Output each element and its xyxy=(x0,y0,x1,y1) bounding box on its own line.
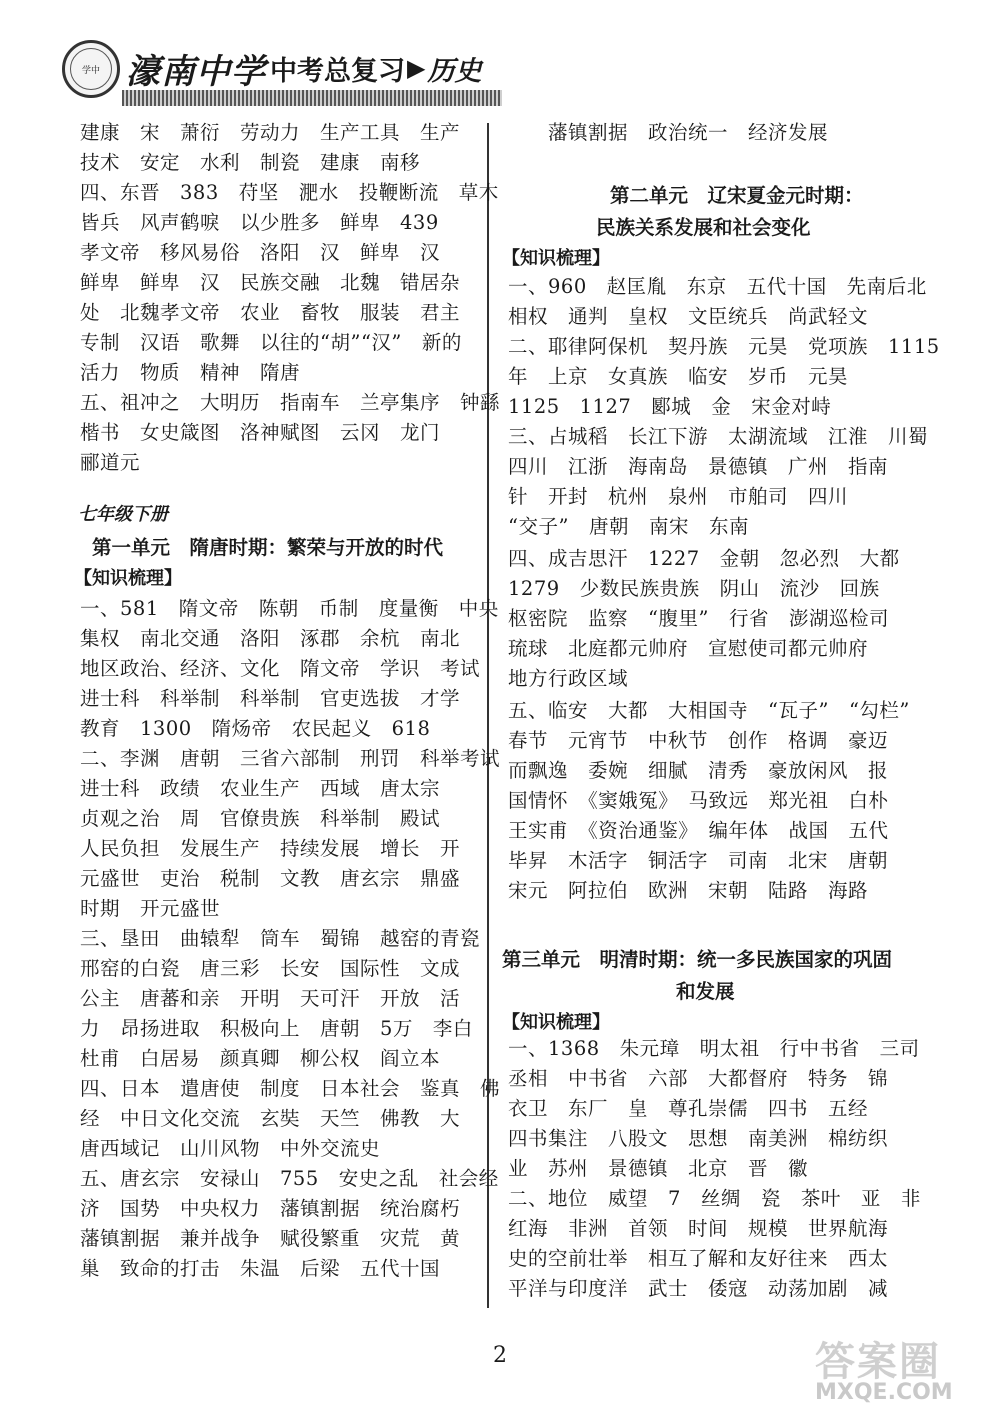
text-line: 二、李渊 唐朝 三省六部制 刑罚 科举考试 xyxy=(80,747,501,770)
text-line: 邢窑的白瓷 唐三彩 长安 国际性 文成 xyxy=(80,957,461,980)
arrow-icon: ▶ xyxy=(407,54,426,82)
text-line: 四书集注 八股文 思想 南美洲 棉纺织 xyxy=(508,1127,889,1150)
text-line: 教育 1300 隋炀帝 农民起义 618 xyxy=(80,717,431,740)
text-line: 平洋与印度洋 武士 倭寇 动荡加剧 减 xyxy=(508,1277,889,1300)
watermark xyxy=(815,1330,990,1410)
text-line: 三、占城稻 长江下游 太湖流域 江淮 川蜀 xyxy=(508,425,929,448)
unit-title-cont: 和发展 xyxy=(676,980,735,1003)
text-line: 丞相 中书省 六部 大都督府 特务 锦 xyxy=(508,1067,889,1090)
text-line: 时期 开元盛世 xyxy=(80,897,221,920)
text-line: 年 上京 女真族 临安 岁币 元昊 xyxy=(508,365,849,388)
text-line: 五、临安 大都 大相国寺 “瓦子” “勾栏” xyxy=(508,699,910,722)
subject-name: 历史 xyxy=(427,55,482,87)
text-line: 一、960 赵匡胤 东京 五代十国 先南后北 xyxy=(508,275,927,298)
text-line: 1125 1127 郾城 金 宋金对峙 xyxy=(508,395,832,418)
watermark-logo-text: 答案圈 xyxy=(815,1339,941,1385)
text-line: 地方行政区域 xyxy=(508,667,629,690)
text-line: 四川 江浙 海南岛 景德镇 广州 指南 xyxy=(508,455,889,478)
text-line: 处 北魏孝文帝 农业 畜牧 服装 君主 xyxy=(80,301,461,324)
text-line: “交子” 唐朝 南宋 东南 xyxy=(508,515,749,538)
page-header xyxy=(62,40,502,112)
text-line: 巢 致命的打击 朱温 后梁 五代十国 xyxy=(80,1257,441,1280)
text-line: 鲜卑 鲜卑 汉 民族交融 北魏 错居杂 xyxy=(80,271,461,294)
text-line: 二、地位 威望 7 丝绸 瓷 茶叶 亚 非 xyxy=(508,1187,921,1210)
text-line: 1279 少数民族贵族 阴山 流沙 回族 xyxy=(508,577,880,600)
text-line: 宋元 阿拉伯 欧洲 宋朝 陆路 海路 xyxy=(508,879,869,902)
unit-title: 第三单元 明清时期：统一多民族国家的巩固 xyxy=(502,948,893,971)
text-line: 一、1368 朱元璋 明太祖 行中书省 三司 xyxy=(508,1037,920,1060)
text-line: 衣卫 东厂 皇 尊孔崇儒 四书 五经 xyxy=(508,1097,869,1120)
text-line: 藩镇割据 政治统一 经济发展 xyxy=(548,121,829,144)
text-line: 人民负担 发展生产 持续发展 增长 开 xyxy=(80,837,461,860)
text-line: 枢密院 监察 “腹里” 行省 澎湖巡检司 xyxy=(508,607,889,630)
grade-heading: 七年级下册 xyxy=(78,504,168,525)
text-line: 经 中日文化交流 玄奘 天竺 佛教 大 xyxy=(80,1107,461,1130)
text-line: 二、耶律阿保机 契丹族 元昊 党项族 1115 xyxy=(508,335,940,358)
logo-emblem: 学中 xyxy=(70,48,112,90)
text-line: 公主 唐蕃和亲 开明 天可汗 开放 活 xyxy=(80,987,461,1010)
text-line: 技术 安定 水利 制瓷 建康 南移 xyxy=(80,151,421,174)
header-brand xyxy=(126,46,481,90)
text-line: 郦道元 xyxy=(80,451,141,474)
text-line: 一、581 隋文帝 陈朝 币制 度量衡 中央 xyxy=(80,597,499,620)
section-tag: 【知识梳理】 xyxy=(502,1012,610,1033)
text-line: 针 开封 杭州 泉州 市舶司 四川 xyxy=(508,485,849,508)
text-line: 五、唐玄宗 安禄山 755 安史之乱 社会经 xyxy=(80,1167,499,1190)
page-number: 2 xyxy=(493,1343,507,1368)
text-line: 史的空前壮举 相互了解和友好往来 西太 xyxy=(508,1247,889,1270)
text-line: 业 苏州 景德镇 北京 晋 徽 xyxy=(508,1157,809,1180)
school-name: 濠南中学 xyxy=(126,51,266,92)
text-line: 四、成吉思汗 1227 金朝 忽必烈 大都 xyxy=(508,547,900,570)
unit-title-cont: 民族关系发展和社会变化 xyxy=(596,216,811,239)
text-line: 建康 宋 萧衍 劳动力 生产工具 生产 xyxy=(80,121,461,144)
watermark-url: MXQE.COM xyxy=(815,1380,953,1405)
text-line: 济 国势 中央权力 藩镇割据 统治腐朽 xyxy=(80,1197,461,1220)
section-tag: 【知识梳理】 xyxy=(74,568,182,589)
text-line: 进士科 政绩 农业生产 西域 唐太宗 xyxy=(80,777,441,800)
text-line: 红海 非洲 首领 时间 规模 世界航海 xyxy=(508,1217,889,1240)
text-line: 力 昂扬进取 积极向上 唐朝 5万 李白 xyxy=(80,1017,473,1040)
text-line: 元盛世 吏治 税制 文教 唐玄宗 鼎盛 xyxy=(80,867,461,890)
text-line: 杜甫 白居易 颜真卿 柳公权 阎立本 xyxy=(80,1047,441,1070)
text-line: 藩镇割据 兼并战争 赋役繁重 灾荒 黄 xyxy=(80,1227,461,1250)
text-line: 琉球 北庭都元帅府 宣慰使司都元帅府 xyxy=(508,637,869,660)
unit-title: 第二单元 辽宋夏金元时期： xyxy=(610,184,864,207)
text-line: 唐西域记 山川风物 中外交流史 xyxy=(80,1137,381,1160)
text-line: 三、垦田 曲辕犁 筒车 蜀锦 越窑的青瓷 xyxy=(80,927,481,950)
school-logo xyxy=(62,40,120,98)
text-line: 春节 元宵节 中秋节 创作 格调 豪迈 xyxy=(508,729,889,752)
unit-title: 第一单元 隋唐时期：繁荣与开放的时代 xyxy=(92,536,444,559)
text-line: 五、祖冲之 大明历 指南车 兰亭集序 钟繇 xyxy=(80,391,501,414)
text-line: 进士科 科举制 科举制 官吏选拔 才学 xyxy=(80,687,461,710)
text-line: 王实甫 《资治通鉴》 编年体 战国 五代 xyxy=(508,819,889,842)
text-line: 楷书 女史箴图 洛神赋图 云冈 龙门 xyxy=(80,421,441,444)
text-line: 四、东晋 383 苻坚 淝水 投鞭断流 草木 xyxy=(80,181,499,204)
text-line: 专制 汉语 歌舞 以往的“胡”“汉” 新的 xyxy=(80,331,462,354)
text-line: 四、日本 遣唐使 制度 日本社会 鉴真 佛 xyxy=(80,1077,501,1100)
text-line: 相权 通判 皇权 文臣统兵 尚武轻文 xyxy=(508,305,869,328)
series-name: 中考总复习 xyxy=(270,55,405,87)
text-line: 皆兵 风声鹤唳 以少胜多 鲜卑 439 xyxy=(80,211,439,234)
text-line: 集权 南北交通 洛阳 涿郡 余杭 南北 xyxy=(80,627,461,650)
column-divider xyxy=(487,123,489,1308)
text-line: 活力 物质 精神 隋唐 xyxy=(80,361,301,384)
section-tag: 【知识梳理】 xyxy=(502,248,610,269)
text-line: 而飘逸 委婉 细腻 清秀 豪放闲风 报 xyxy=(508,759,889,782)
text-line: 贞观之治 周 官僚贵族 科举制 殿试 xyxy=(80,807,441,830)
text-line: 地区政治、经济、文化 隋文帝 学识 考试 xyxy=(80,657,481,680)
text-line: 毕昇 木活字 铜活字 司南 北宋 唐朝 xyxy=(508,849,889,872)
text-line: 国情怀 《窦娥冤》 马致远 郑光祖 白朴 xyxy=(508,789,889,812)
text-line: 孝文帝 移风易俗 洛阳 汉 鲜卑 汉 xyxy=(80,241,441,264)
